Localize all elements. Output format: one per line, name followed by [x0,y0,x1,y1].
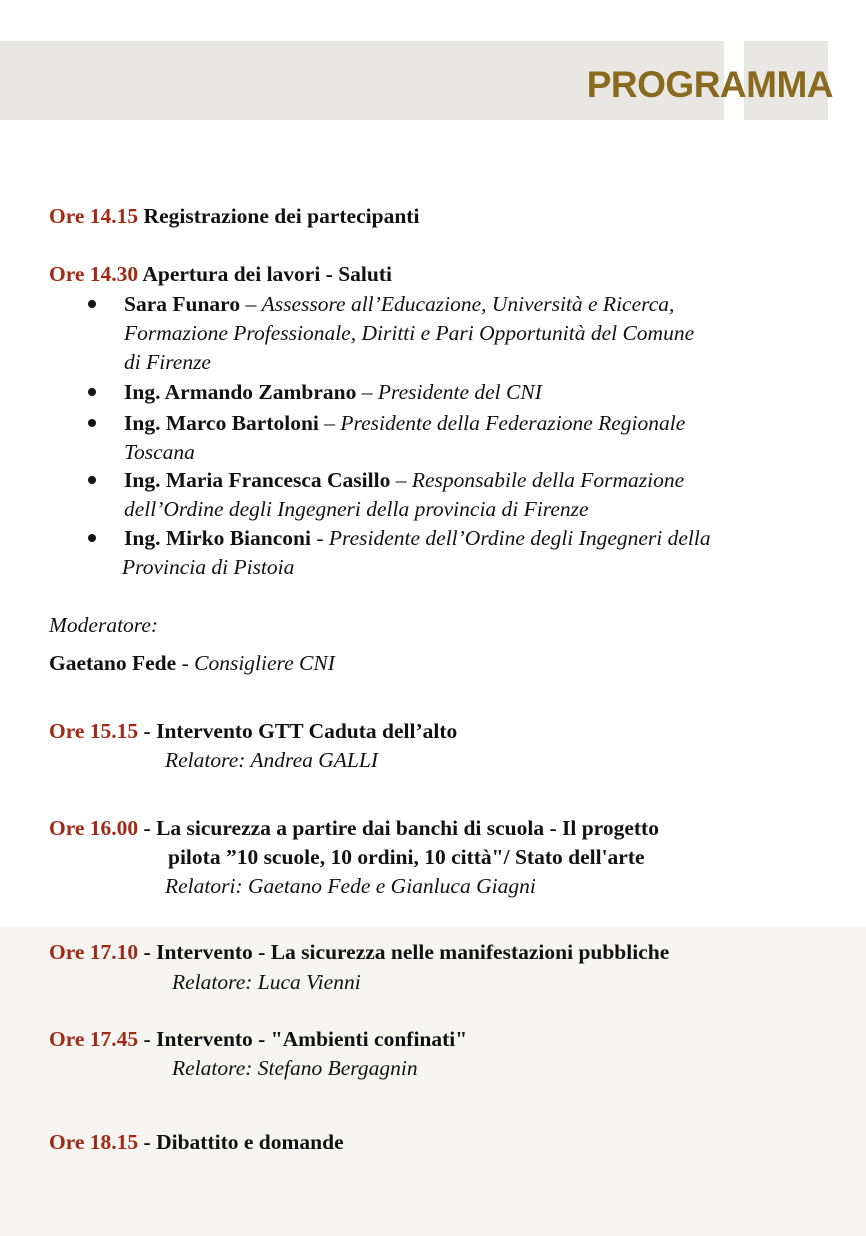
bullet-icon [88,388,96,396]
speaker-bartoloni [124,413,685,435]
talk-title: - Intervento - La sicurezza nelle manifestazioni pubbliche [138,940,670,964]
session-time: Ore 14.15 [49,204,139,228]
speaker-sep: – [356,380,378,404]
speaker-funaro [124,294,674,316]
bullet-icon [88,534,96,542]
speaker-zambrano [124,382,542,404]
session-time: Ore 14.30 [49,262,139,286]
bottom-shade [0,927,866,1236]
speaker-role-cont: dell’Ordine degli Ingegneri della provincia di Firenze [124,497,589,521]
speaker-name: Ing. Marco Bartoloni [124,411,319,435]
speaker-role-cont: Toscana [124,440,195,464]
session-title: Apertura dei lavori - Saluti [138,262,392,286]
talk-1515 [49,721,457,743]
session-1415 [49,206,419,228]
talk-time: Ore 15.15 [49,719,139,743]
talk-title: - Intervento GTT Caduta dell’alto [138,719,458,743]
talk-title: - Intervento - "Ambienti confinati" [138,1027,468,1051]
moderator [49,653,335,675]
speaker-role: Responsabile della Formazione [411,468,685,492]
bullet-icon [88,476,96,484]
moderator-sep: - [176,651,195,675]
talk-speaker: Relatore: Andrea GALLI [165,748,378,772]
page-title: PROGRAMMA [586,64,833,105]
bullet-icon [88,300,96,308]
speaker-sep: – [240,292,262,316]
moderator-label: Moderatore: [49,613,159,637]
speaker-casillo [124,470,684,492]
speaker-name: Ing. Mirko Bianconi [124,526,311,550]
talk-1710 [49,942,669,964]
speaker-sep: - [310,526,329,550]
talk-time: Ore 18.15 [49,1130,139,1154]
speaker-name: Sara Funaro [124,292,241,316]
speaker-role: Presidente della Federazione Regionale [340,411,686,435]
talk-title: - Dibattito e domande [138,1130,344,1154]
talk-speaker: Relatore: Luca Vienni [172,970,361,994]
session-title: Registrazione dei partecipanti [138,204,420,228]
talk-speaker: Relatori: Gaetano Fede e Gianluca Giagni [165,874,536,898]
speaker-bianconi [124,528,711,550]
moderator-role: Consigliere CNI [194,651,335,675]
session-1430 [49,264,392,286]
speaker-role-cont: di Firenze [124,350,211,374]
talk-time: Ore 16.00 [49,816,139,840]
talk-1600 [49,818,659,840]
speaker-role: Presidente del CNI [377,380,542,404]
talk-title: - La sicurezza a partire dai banchi di scuola - Il progetto [138,816,659,840]
speaker-name: Ing. Maria Francesca Casillo [124,468,391,492]
talk-time: Ore 17.10 [49,940,139,964]
speaker-name: Ing. Armando Zambrano [124,380,357,404]
talk-title-cont: pilota ”10 scuole, 10 ordini, 10 città"/ Stato dell'arte [168,845,645,869]
speaker-role-cont: Formazione Professionale, Diritti e Pari Opportunità del Comune [124,321,695,345]
talk-1815 [49,1132,344,1154]
speaker-sep: – [390,468,412,492]
talk-time: Ore 17.45 [49,1027,139,1051]
bullet-icon [88,419,96,427]
speaker-sep: – [318,411,341,435]
speaker-role: Assessore all’Educazione, Università e Ricerca, [261,292,675,316]
speaker-role: Presidente dell’Ordine degli Ingegneri della [328,526,711,550]
talk-speaker: Relatore: Stefano Bergagnin [172,1056,418,1080]
moderator-name: Gaetano Fede [49,651,177,675]
speaker-role-cont: Provincia di Pistoia [122,555,295,579]
talk-1745 [49,1029,467,1051]
